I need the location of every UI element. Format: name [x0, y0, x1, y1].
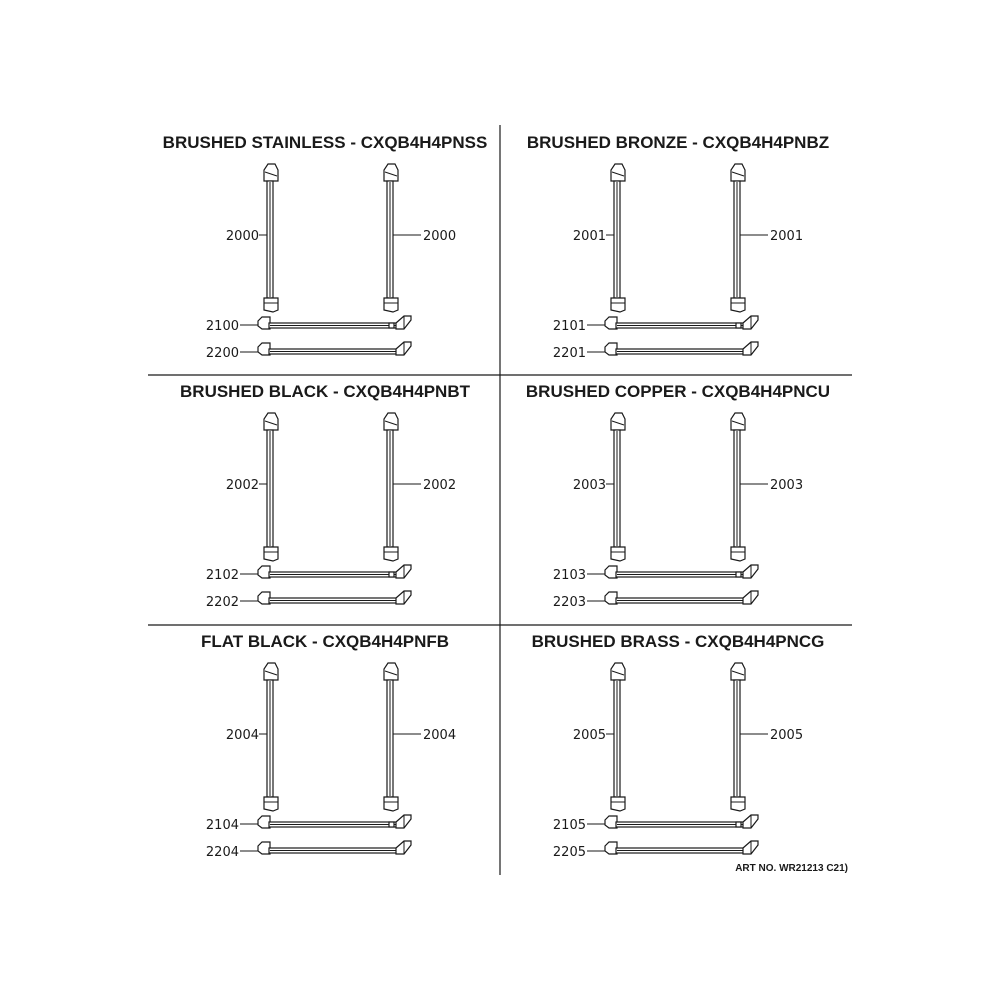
panel-title: BRUSHED STAINLESS - CXQB4H4PNSS: [162, 133, 488, 152]
handle-art: [587, 413, 768, 604]
horizontal-handle-upper: [258, 815, 411, 828]
callout-horizontal-lower: 2203: [552, 595, 586, 610]
handle-art: [240, 164, 421, 355]
vertical-handle-left: [611, 663, 625, 811]
horizontal-handle-upper: [258, 316, 411, 329]
panel-title: FLAT BLACK - CXQB4H4PNFB: [200, 632, 450, 651]
callout-vertical-left: 2001: [572, 229, 606, 244]
vertical-handle-left: [611, 164, 625, 312]
callout-horizontal-upper: 2105: [552, 818, 586, 833]
horizontal-handle-upper: [605, 316, 758, 329]
art-number: ART NO. WR21213 C21): [735, 863, 848, 874]
callout-horizontal-lower: 2200: [205, 346, 239, 361]
panel-flat-black: [201, 632, 456, 860]
callout-horizontal-lower: 2205: [552, 845, 586, 860]
horizontal-handle-lower: [258, 591, 411, 604]
vertical-handle-left: [264, 413, 278, 561]
horizontal-handle-lower: [605, 342, 758, 355]
panel-title: BRUSHED COPPER - CXQB4H4PNCU: [525, 382, 831, 401]
callout-vertical-right: 2003: [770, 478, 804, 493]
vertical-handle-left: [611, 413, 625, 561]
callout-horizontal-upper: 2101: [552, 319, 586, 334]
callout-horizontal-lower: 2201: [552, 346, 586, 361]
panel-title: BRUSHED BLACK - CXQB4H4PNBT: [180, 382, 470, 401]
callout-vertical-right: 2000: [423, 229, 457, 244]
vertical-handle-right: [731, 663, 745, 811]
callout-horizontal-upper: 2102: [205, 568, 239, 583]
callout-vertical-right: 2002: [423, 478, 457, 493]
horizontal-handle-lower: [605, 591, 758, 604]
handle-art: [240, 663, 421, 854]
vertical-handle-right: [384, 413, 398, 561]
callout-horizontal-lower: 2202: [205, 595, 239, 610]
vertical-handle-left: [264, 164, 278, 312]
panel-brushed-black: [180, 382, 471, 610]
callout-vertical-left: 2002: [225, 478, 259, 493]
callout-vertical-right: 2004: [423, 728, 457, 743]
horizontal-handle-lower: [258, 841, 411, 854]
callout-vertical-left: 2005: [572, 728, 606, 743]
handle-art: [240, 413, 421, 604]
vertical-handle-right: [384, 663, 398, 811]
horizontal-handle-upper: [605, 815, 758, 828]
horizontal-handle-upper: [258, 565, 411, 578]
handle-art: [587, 164, 768, 355]
callout-vertical-left: 2004: [225, 728, 259, 743]
panel-title: BRUSHED BRASS - CXQB4H4PNCG: [531, 632, 825, 651]
panel-brushed-brass: [532, 632, 825, 860]
panel-brushed-stainless: [163, 133, 488, 361]
callout-horizontal-upper: 2100: [205, 319, 239, 334]
callout-horizontal-upper: 2104: [205, 818, 239, 833]
horizontal-handle-lower: [258, 342, 411, 355]
vertical-handle-right: [731, 164, 745, 312]
callout-vertical-left: 2000: [225, 229, 259, 244]
callout-vertical-right: 2005: [770, 728, 804, 743]
panel-brushed-bronze: [527, 133, 829, 361]
vertical-handle-right: [384, 164, 398, 312]
panel-title: BRUSHED BRONZE - CXQB4H4PNBZ: [526, 133, 830, 152]
horizontal-handle-upper: [605, 565, 758, 578]
panel-brushed-copper: [526, 382, 830, 610]
callout-horizontal-lower: 2204: [205, 845, 239, 860]
vertical-handle-right: [731, 413, 745, 561]
vertical-handle-left: [264, 663, 278, 811]
callout-horizontal-upper: 2103: [552, 568, 586, 583]
callout-vertical-right: 2001: [770, 229, 804, 244]
horizontal-handle-lower: [605, 841, 758, 854]
handle-art: [587, 663, 768, 854]
callout-vertical-left: 2003: [572, 478, 606, 493]
